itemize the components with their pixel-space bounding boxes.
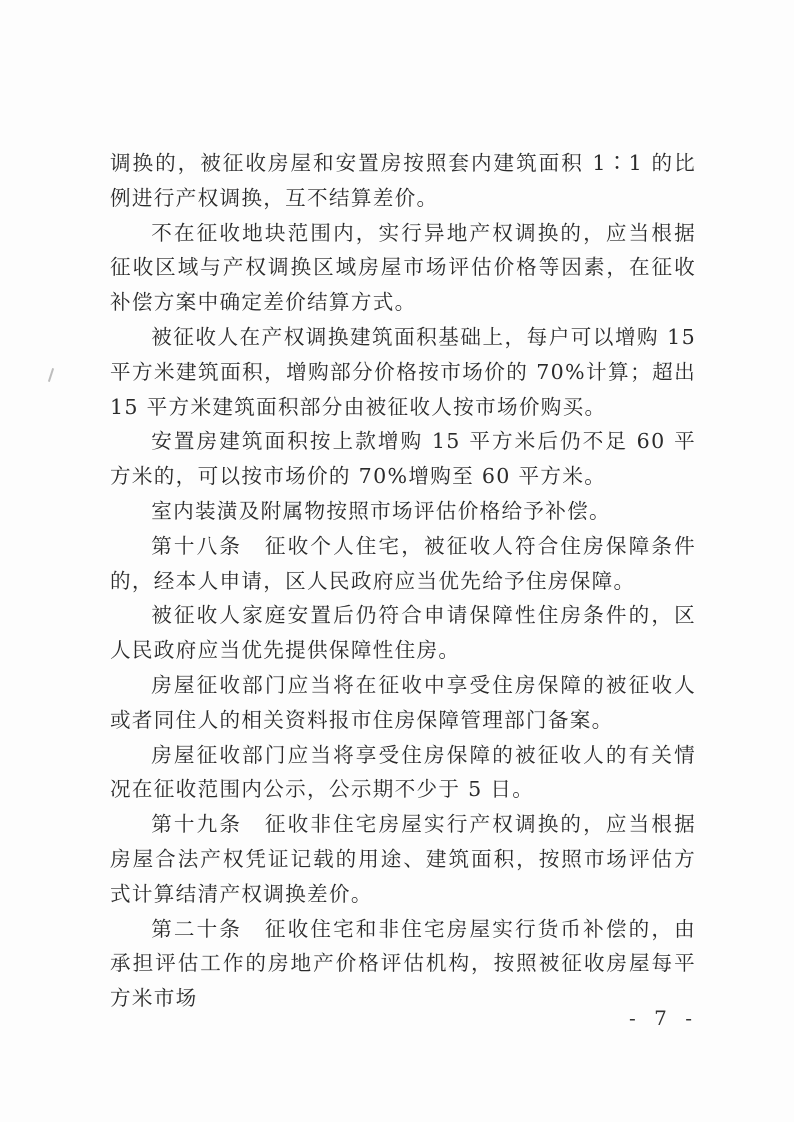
- paragraph-decoration-compensation: 室内装潢及附属物按照市场评估价格给予补偿。: [151, 498, 611, 523]
- paragraph-minimum-area: 安置房建筑面积按上款增购 15 平方米后仍不足 60 平方米的，可以按市场价的 70%增购至 60 平方米。: [110, 429, 696, 489]
- article-19: 第十九条 征收非住宅房屋实行产权调换的，应当根据房屋合法产权凭证记载的用途、建筑面积，按照市场评估方式计算结清产权调换差价。: [110, 812, 696, 906]
- paragraph-public-notice: 房屋征收部门应当将享受住房保障的被征收人的有关情况在征收范围内公示，公示期不少于 5 日。: [110, 742, 696, 802]
- article-18: 第十八条 征收个人住宅，被征收人符合住房保障条件的，经本人申请，区人民政府应当优先给予住房保障。: [110, 533, 696, 593]
- paragraph-records-filing: 房屋征收部门应当将在征收中享受住房保障的被征收人或者同住人的相关资料报市住房保障管理部门备案。: [110, 672, 696, 732]
- scan-mark: [48, 368, 54, 382]
- paragraph-continued: 调换的，被征收房屋和安置房按照套内建筑面积 1∶1 的比例进行产权调换，互不结算差价。: [110, 151, 696, 210]
- page-number: - 7 -: [629, 1006, 698, 1030]
- paragraph-affordable-housing: 被征收人家庭安置后仍符合申请保障性住房条件的，区人民政府应当优先提供保障性住房。: [110, 603, 696, 663]
- paragraph-remote-exchange: 不在征收地块范围内，实行异地产权调换的，应当根据征收区域与产权调换区域房屋市场评估价格等因素，在征收补偿方案中确定差价结算方式。: [110, 220, 696, 315]
- article-20: 第二十条 征收住宅和非住宅房屋实行货币补偿的，由承担评估工作的房地产价格评估机构，按照被征收房屋每平方米市场: [110, 916, 696, 1011]
- paragraph-additional-purchase: 被征收人在产权调换建筑面积基础上，每户可以增购 15 平方米建筑面积，增购部分价格按市场价的 70%计算；超出 15 平方米建筑面积部分由被征收人按市场价购买。: [110, 324, 696, 419]
- body-text: [110, 146, 696, 1016]
